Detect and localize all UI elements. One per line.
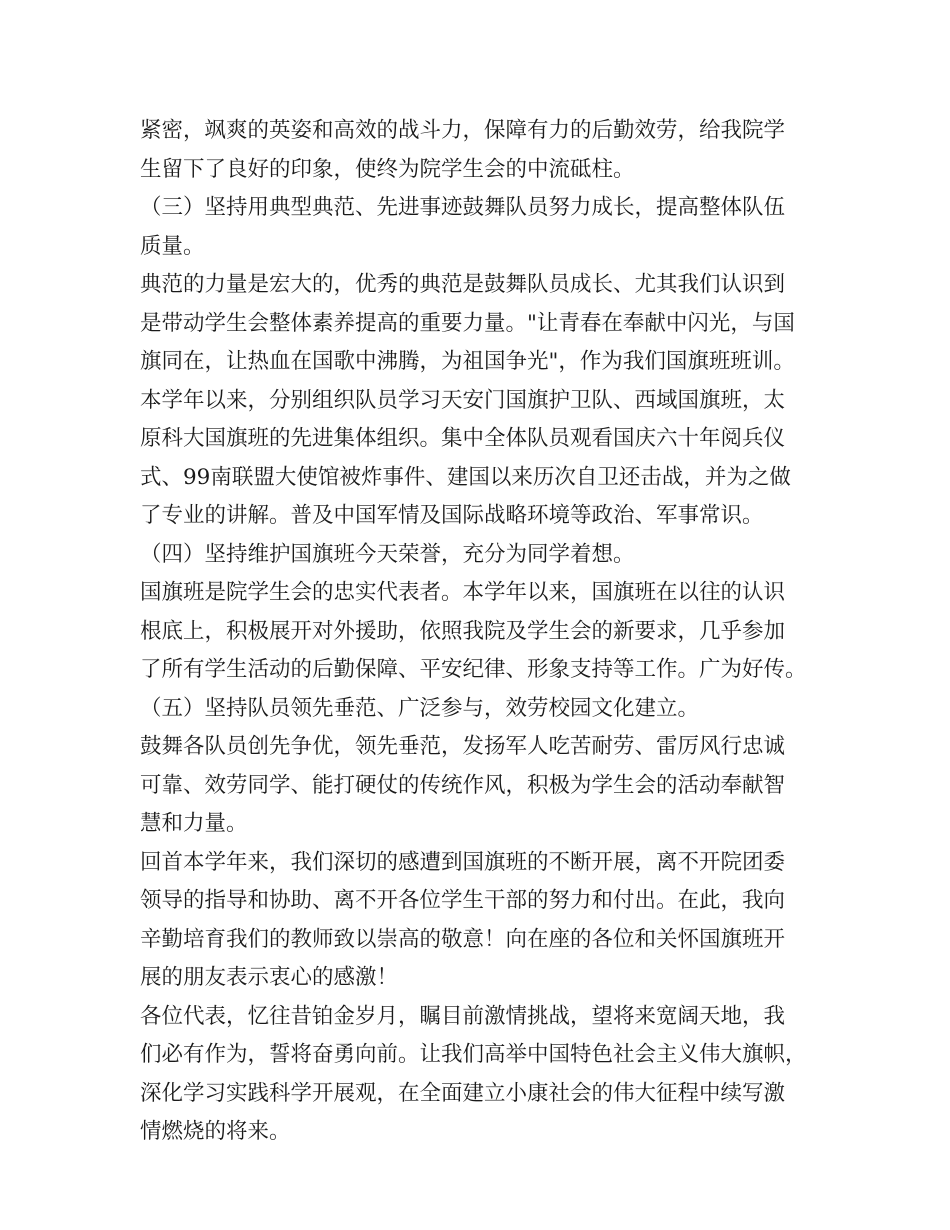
text-line: 国旗班是院学生会的忠实代表者。本学年以来，国旗班在以往的认识 (140, 580, 786, 605)
text-line: 领导的指导和协助、离不开各位学生干部的努力和付出。在此，我向 (140, 888, 786, 913)
text-line: 情燃烧的将来。 (140, 1119, 291, 1144)
text-line: 各位代表，忆往昔铂金岁月，瞩目前激情挑战，望将来宽阔天地，我 (140, 1003, 786, 1029)
text-line: 深化学习实践科学开展观，在全面建立小康社会的伟大征程中续写激 (140, 1080, 786, 1106)
text-line: 原科大国旗班的先进集体组织。集中全体队员观看国庆六十年阅兵仪 (140, 426, 786, 451)
document-body (140, 112, 830, 1152)
text-line: 式、99南联盟大使馆被炸事件、建国以来历次自卫还击战，并为之做 (140, 464, 791, 490)
text-line: 紧密，飒爽的英姿和高效的战斗力，保障有力的后勤效劳，给我院学 (140, 118, 786, 143)
text-line: 了所有学生活动的后勤保障、平安纪律、形象支持等工作。广为好传。 (140, 657, 807, 682)
section-heading-3: （三）坚持用典型典范、先进事迹鼓舞队员努力成长，提高整体队伍 (140, 195, 786, 220)
text-line: 是带动学生会整体素养提高的重要力量。"让青春在奉献中闪光，与国 (140, 310, 795, 336)
text-line: 鼓舞各队员创先争优，领先垂范，发扬军人吃苦耐劳、雷厉风行忠诚 (140, 734, 786, 759)
text-line: 质量。 (140, 233, 205, 259)
text-line: 慧和力量。 (140, 811, 248, 836)
text-line: 辛勤培育我们的教师致以崇高的敬意！向在座的各位和关怀国旗班开 (140, 926, 786, 952)
text-line: 本学年以来，分别组织队员学习天安门国旗护卫队、西域国旗班，太 (140, 387, 786, 413)
text-line: 们必有作为，誓将奋勇向前。让我们高举中国特色社会主义伟大旗帜， (140, 1042, 807, 1067)
text-line: 回首本学年来，我们深切的感遭到国旗班的不断开展，离不开院团委 (140, 849, 786, 875)
text-line: 典范的力量是宏大的，优秀的典范是鼓舞队员成长、尤其我们认识到 (140, 272, 786, 297)
text-line: 展的朋友表示衷心的感激！ (140, 965, 399, 990)
text-line: 了专业的讲解。普及中国军情及国际战略环境等政治、军事常识。 (140, 503, 764, 528)
section-heading-4: （四）坚持维护国旗班今天荣誉，充分为同学着想。 (140, 541, 635, 567)
section-heading-5: （五）坚持队员领先垂范、广泛参与，效劳校园文化建立。 (140, 695, 700, 721)
text-line: 生留下了良好的印象，使终为院学生会的中流砥柱。 (140, 156, 635, 182)
text-line: 根底上，积极展开对外援助，依照我院及学生会的新要求，几乎参加 (140, 618, 786, 644)
text-line: 可靠、效劳同学、能打硬仗的传统作风，积极为学生会的活动奉献智 (140, 772, 786, 798)
text-line: 旗同在，让热血在国歌中沸腾，为祖国争光"，作为我们国旗班班训。 (140, 349, 795, 374)
